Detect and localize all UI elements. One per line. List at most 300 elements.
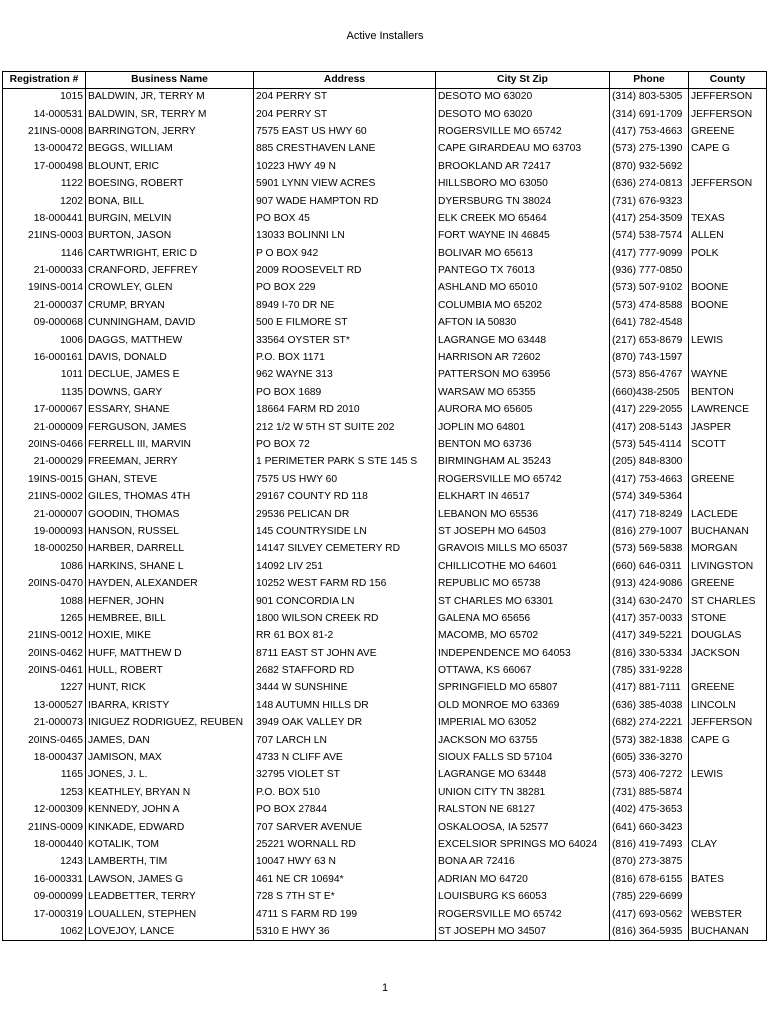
phone-cell: (785) 229-6699 bbox=[610, 888, 689, 905]
city-st-zip-cell: OLD MONROE MO 63369 bbox=[436, 697, 610, 714]
phone-cell: (641) 782-4548 bbox=[610, 315, 689, 332]
table-row bbox=[3, 767, 767, 784]
city-st-zip-cell: PATTERSON MO 63956 bbox=[436, 367, 610, 384]
phone-cell: (573) 474-8588 bbox=[610, 297, 689, 314]
address-cell: 29167 COUNTY RD 118 bbox=[254, 488, 436, 505]
address-cell: 14147 SILVEY CEMETERY RD bbox=[254, 541, 436, 558]
phone-cell: (785) 331-9228 bbox=[610, 662, 689, 679]
registration-cell: 1011 bbox=[3, 367, 86, 384]
registration-cell: 1146 bbox=[3, 245, 86, 262]
phone-cell: (682) 274-2221 bbox=[610, 715, 689, 732]
county-cell: GREENE bbox=[689, 575, 767, 592]
phone-cell: (816) 419-7493 bbox=[610, 836, 689, 853]
business-name-cell: DAGGS, MATTHEW bbox=[86, 332, 254, 349]
registration-cell: 16-000161 bbox=[3, 349, 86, 366]
table-row bbox=[3, 349, 767, 366]
county-cell bbox=[689, 193, 767, 210]
city-st-zip-cell: HARRISON AR 72602 bbox=[436, 349, 610, 366]
registration-cell: 20INS-0466 bbox=[3, 436, 86, 453]
county-cell: MORGAN bbox=[689, 541, 767, 558]
address-cell: RR 61 BOX 81-2 bbox=[254, 628, 436, 645]
phone-cell: (417) 357-0033 bbox=[610, 610, 689, 627]
phone-cell: (731) 676-9323 bbox=[610, 193, 689, 210]
address-cell: 148 AUTUMN HILLS DR bbox=[254, 697, 436, 714]
city-st-zip-cell: CHILLICOTHE MO 64601 bbox=[436, 558, 610, 575]
table-row bbox=[3, 923, 767, 940]
registration-cell: 09-000068 bbox=[3, 315, 86, 332]
business-name-cell: JAMES, DAN bbox=[86, 732, 254, 749]
business-name-cell: HAYDEN, ALEXANDER bbox=[86, 575, 254, 592]
business-name-cell: HANSON, RUSSEL bbox=[86, 523, 254, 540]
column-header-county: County bbox=[689, 72, 767, 89]
table-row bbox=[3, 89, 767, 106]
county-cell bbox=[689, 315, 767, 332]
address-cell: 29536 PELICAN DR bbox=[254, 506, 436, 523]
registration-cell: 1227 bbox=[3, 680, 86, 697]
address-cell: 18664 FARM RD 2010 bbox=[254, 402, 436, 419]
city-st-zip-cell: BIRMINGHAM AL 35243 bbox=[436, 454, 610, 471]
table-row bbox=[3, 297, 767, 314]
registration-cell: 20INS-0465 bbox=[3, 732, 86, 749]
table-row bbox=[3, 523, 767, 540]
table-row bbox=[3, 262, 767, 279]
county-cell: GREENE bbox=[689, 471, 767, 488]
table-header-row bbox=[3, 72, 767, 89]
business-name-cell: BEGGS, WILLIAM bbox=[86, 141, 254, 158]
county-cell: JEFFERSON bbox=[689, 89, 767, 106]
city-st-zip-cell: ROGERSVILLE MO 65742 bbox=[436, 906, 610, 923]
county-cell bbox=[689, 802, 767, 819]
business-name-cell: HULL, ROBERT bbox=[86, 662, 254, 679]
city-st-zip-cell: REPUBLIC MO 65738 bbox=[436, 575, 610, 592]
city-st-zip-cell: COLUMBIA MO 65202 bbox=[436, 297, 610, 314]
business-name-cell: CROWLEY, GLEN bbox=[86, 280, 254, 297]
county-cell: JACKSON bbox=[689, 645, 767, 662]
business-name-cell: GHAN, STEVE bbox=[86, 471, 254, 488]
address-cell: 3949 OAK VALLEY DR bbox=[254, 715, 436, 732]
address-cell: 500 E FILMORE ST bbox=[254, 315, 436, 332]
address-cell: P O BOX 942 bbox=[254, 245, 436, 262]
phone-cell: (417) 753-4663 bbox=[610, 123, 689, 140]
county-cell: GREENE bbox=[689, 123, 767, 140]
registration-cell: 18-000440 bbox=[3, 836, 86, 853]
registration-cell: 21-000073 bbox=[3, 715, 86, 732]
phone-cell: (816) 364-5935 bbox=[610, 923, 689, 940]
business-name-cell: GILES, THOMAS 4TH bbox=[86, 488, 254, 505]
table-row bbox=[3, 332, 767, 349]
phone-cell: (641) 660-3423 bbox=[610, 819, 689, 836]
county-cell: CAPE G bbox=[689, 141, 767, 158]
county-cell: BOONE bbox=[689, 297, 767, 314]
registration-cell: 21INS-0012 bbox=[3, 628, 86, 645]
table-row bbox=[3, 488, 767, 505]
address-cell: 25221 WORNALL RD bbox=[254, 836, 436, 853]
table-row bbox=[3, 141, 767, 158]
business-name-cell: BOESING, ROBERT bbox=[86, 175, 254, 192]
phone-cell: (417) 208-5143 bbox=[610, 419, 689, 436]
table-row bbox=[3, 210, 767, 227]
table-row bbox=[3, 628, 767, 645]
phone-cell: (417) 777-9099 bbox=[610, 245, 689, 262]
address-cell: 1 PERIMETER PARK S STE 145 S bbox=[254, 454, 436, 471]
business-name-cell: LEADBETTER, TERRY bbox=[86, 888, 254, 905]
table-row bbox=[3, 228, 767, 245]
registration-cell: 19INS-0014 bbox=[3, 280, 86, 297]
registration-cell: 20INS-0461 bbox=[3, 662, 86, 679]
city-st-zip-cell: BONA AR 72416 bbox=[436, 854, 610, 871]
county-cell: BOONE bbox=[689, 280, 767, 297]
address-cell: 461 NE CR 10694* bbox=[254, 871, 436, 888]
registration-cell: 21INS-0008 bbox=[3, 123, 86, 140]
business-name-cell: LAMBERTH, TIM bbox=[86, 854, 254, 871]
registration-cell: 1135 bbox=[3, 384, 86, 401]
phone-cell: (573) 545-4114 bbox=[610, 436, 689, 453]
business-name-cell: KOTALIK, TOM bbox=[86, 836, 254, 853]
city-st-zip-cell: INDEPENDENCE MO 64053 bbox=[436, 645, 610, 662]
city-st-zip-cell: ST JOSEPH MO 34507 bbox=[436, 923, 610, 940]
address-cell: 907 WADE HAMPTON RD bbox=[254, 193, 436, 210]
business-name-cell: HARKINS, SHANE L bbox=[86, 558, 254, 575]
table-row bbox=[3, 367, 767, 384]
business-name-cell: BALDWIN, JR, TERRY M bbox=[86, 89, 254, 106]
address-cell: 2682 STAFFORD RD bbox=[254, 662, 436, 679]
phone-cell: (417) 229-2055 bbox=[610, 402, 689, 419]
business-name-cell: HUNT, RICK bbox=[86, 680, 254, 697]
county-cell: SCOTT bbox=[689, 436, 767, 453]
city-st-zip-cell: ADRIAN MO 64720 bbox=[436, 871, 610, 888]
city-st-zip-cell: BROOKLAND AR 72417 bbox=[436, 158, 610, 175]
address-cell: P.O. BOX 1171 bbox=[254, 349, 436, 366]
registration-cell: 17-000498 bbox=[3, 158, 86, 175]
city-st-zip-cell: SIOUX FALLS SD 57104 bbox=[436, 749, 610, 766]
city-st-zip-cell: GRAVOIS MILLS MO 65037 bbox=[436, 541, 610, 558]
phone-cell: (417) 718-8249 bbox=[610, 506, 689, 523]
registration-cell: 19-000093 bbox=[3, 523, 86, 540]
business-name-cell: DECLUE, JAMES E bbox=[86, 367, 254, 384]
city-st-zip-cell: BOLIVAR MO 65613 bbox=[436, 245, 610, 262]
county-cell: CAPE G bbox=[689, 732, 767, 749]
address-cell: 728 S 7TH ST E* bbox=[254, 888, 436, 905]
table-row bbox=[3, 419, 767, 436]
registration-cell: 18-000437 bbox=[3, 749, 86, 766]
city-st-zip-cell: LEBANON MO 65536 bbox=[436, 506, 610, 523]
county-cell bbox=[689, 158, 767, 175]
address-cell: PO BOX 1689 bbox=[254, 384, 436, 401]
business-name-cell: ESSARY, SHANE bbox=[86, 402, 254, 419]
registration-cell: 21INS-0003 bbox=[3, 228, 86, 245]
table-row bbox=[3, 715, 767, 732]
phone-cell: (660)438-2505 bbox=[610, 384, 689, 401]
phone-cell: (936) 777-0850 bbox=[610, 262, 689, 279]
table-row bbox=[3, 541, 767, 558]
city-st-zip-cell: FORT WAYNE IN 46845 bbox=[436, 228, 610, 245]
address-cell: 707 SARVER AVENUE bbox=[254, 819, 436, 836]
column-header-business-name: Business Name bbox=[86, 72, 254, 89]
table-row bbox=[3, 175, 767, 192]
city-st-zip-cell: BENTON MO 63736 bbox=[436, 436, 610, 453]
county-cell bbox=[689, 784, 767, 801]
address-cell: 5310 E HWY 36 bbox=[254, 923, 436, 940]
city-st-zip-cell: SPRINGFIELD MO 65807 bbox=[436, 680, 610, 697]
county-cell bbox=[689, 888, 767, 905]
phone-cell: (636) 385-4038 bbox=[610, 697, 689, 714]
county-cell: POLK bbox=[689, 245, 767, 262]
city-st-zip-cell: ROGERSVILLE MO 65742 bbox=[436, 123, 610, 140]
address-cell: 10252 WEST FARM RD 156 bbox=[254, 575, 436, 592]
city-st-zip-cell: OTTAWA, KS 66067 bbox=[436, 662, 610, 679]
registration-cell: 18-000250 bbox=[3, 541, 86, 558]
table-row bbox=[3, 802, 767, 819]
address-cell: 1800 WILSON CREEK RD bbox=[254, 610, 436, 627]
table-row bbox=[3, 123, 767, 140]
phone-cell: (731) 885-5874 bbox=[610, 784, 689, 801]
phone-cell: (314) 803-5305 bbox=[610, 89, 689, 106]
business-name-cell: GOODIN, THOMAS bbox=[86, 506, 254, 523]
county-cell: GREENE bbox=[689, 680, 767, 697]
business-name-cell: BONA, BILL bbox=[86, 193, 254, 210]
registration-cell: 18-000441 bbox=[3, 210, 86, 227]
table-row bbox=[3, 402, 767, 419]
table-row bbox=[3, 836, 767, 853]
county-cell: JEFFERSON bbox=[689, 715, 767, 732]
business-name-cell: HEMBREE, BILL bbox=[86, 610, 254, 627]
registration-cell: 13-000527 bbox=[3, 697, 86, 714]
county-cell: BUCHANAN bbox=[689, 523, 767, 540]
registration-cell: 21-000007 bbox=[3, 506, 86, 523]
county-cell: CLAY bbox=[689, 836, 767, 853]
city-st-zip-cell: JACKSON MO 63755 bbox=[436, 732, 610, 749]
table-row bbox=[3, 610, 767, 627]
registration-cell: 1165 bbox=[3, 767, 86, 784]
county-cell: BATES bbox=[689, 871, 767, 888]
phone-cell: (402) 475-3653 bbox=[610, 802, 689, 819]
table-row bbox=[3, 506, 767, 523]
address-cell: 32795 VIOLET ST bbox=[254, 767, 436, 784]
registration-cell: 17-000067 bbox=[3, 402, 86, 419]
business-name-cell: LOVEJOY, LANCE bbox=[86, 923, 254, 940]
phone-cell: (816) 330-5334 bbox=[610, 645, 689, 662]
registration-cell: 1122 bbox=[3, 175, 86, 192]
table-row bbox=[3, 471, 767, 488]
table-row bbox=[3, 680, 767, 697]
business-name-cell: CUNNINGHAM, DAVID bbox=[86, 315, 254, 332]
table-row bbox=[3, 593, 767, 610]
city-st-zip-cell: DESOTO MO 63020 bbox=[436, 89, 610, 106]
registration-cell: 1265 bbox=[3, 610, 86, 627]
registration-cell: 1243 bbox=[3, 854, 86, 871]
phone-cell: (913) 424-9086 bbox=[610, 575, 689, 592]
table-row bbox=[3, 784, 767, 801]
table-row bbox=[3, 906, 767, 923]
address-cell: 33564 OYSTER ST* bbox=[254, 332, 436, 349]
city-st-zip-cell: ELKHART IN 46517 bbox=[436, 488, 610, 505]
county-cell bbox=[689, 662, 767, 679]
phone-cell: (417) 881-7111 bbox=[610, 680, 689, 697]
registration-cell: 16-000331 bbox=[3, 871, 86, 888]
business-name-cell: BLOUNT, ERIC bbox=[86, 158, 254, 175]
phone-cell: (573) 507-9102 bbox=[610, 280, 689, 297]
business-name-cell: KENNEDY, JOHN A bbox=[86, 802, 254, 819]
registration-cell: 20INS-0470 bbox=[3, 575, 86, 592]
installers-table bbox=[2, 71, 767, 941]
county-cell bbox=[689, 488, 767, 505]
registration-cell: 1088 bbox=[3, 593, 86, 610]
table-row bbox=[3, 888, 767, 905]
phone-cell: (870) 273-3875 bbox=[610, 854, 689, 871]
table-row bbox=[3, 575, 767, 592]
business-name-cell: HARBER, DARRELL bbox=[86, 541, 254, 558]
registration-cell: 17-000319 bbox=[3, 906, 86, 923]
city-st-zip-cell: LAGRANGE MO 63448 bbox=[436, 332, 610, 349]
county-cell bbox=[689, 749, 767, 766]
city-st-zip-cell: ELK CREEK MO 65464 bbox=[436, 210, 610, 227]
business-name-cell: CRANFORD, JEFFREY bbox=[86, 262, 254, 279]
business-name-cell: BURTON, JASON bbox=[86, 228, 254, 245]
city-st-zip-cell: PANTEGO TX 76013 bbox=[436, 262, 610, 279]
city-st-zip-cell: LOUISBURG KS 66053 bbox=[436, 888, 610, 905]
address-cell: 4711 S FARM RD 199 bbox=[254, 906, 436, 923]
county-cell: JASPER bbox=[689, 419, 767, 436]
city-st-zip-cell: UNION CITY TN 38281 bbox=[436, 784, 610, 801]
business-name-cell: HUFF, MATTHEW D bbox=[86, 645, 254, 662]
registration-cell: 21-000033 bbox=[3, 262, 86, 279]
county-cell: JEFFERSON bbox=[689, 175, 767, 192]
phone-cell: (314) 630-2470 bbox=[610, 593, 689, 610]
county-cell: ALLEN bbox=[689, 228, 767, 245]
city-st-zip-cell: ST CHARLES MO 63301 bbox=[436, 593, 610, 610]
city-st-zip-cell: MACOMB, MO 65702 bbox=[436, 628, 610, 645]
city-st-zip-cell: AFTON IA 50830 bbox=[436, 315, 610, 332]
city-st-zip-cell: WARSAW MO 65355 bbox=[436, 384, 610, 401]
county-cell: JEFFERSON bbox=[689, 106, 767, 123]
column-header-city-st-zip: City St Zip bbox=[436, 72, 610, 89]
business-name-cell: LOUALLEN, STEPHEN bbox=[86, 906, 254, 923]
city-st-zip-cell: OSKALOOSA, IA 52577 bbox=[436, 819, 610, 836]
county-cell: LIVINGSTON bbox=[689, 558, 767, 575]
registration-cell: 19INS-0015 bbox=[3, 471, 86, 488]
business-name-cell: KINKADE, EDWARD bbox=[86, 819, 254, 836]
county-cell: BUCHANAN bbox=[689, 923, 767, 940]
business-name-cell: BALDWIN, SR, TERRY M bbox=[86, 106, 254, 123]
business-name-cell: JAMISON, MAX bbox=[86, 749, 254, 766]
business-name-cell: BARRINGTON, JERRY bbox=[86, 123, 254, 140]
table-row bbox=[3, 697, 767, 714]
phone-cell: (573) 569-5838 bbox=[610, 541, 689, 558]
phone-cell: (605) 336-3270 bbox=[610, 749, 689, 766]
address-cell: 204 PERRY ST bbox=[254, 106, 436, 123]
business-name-cell: JONES, J. L. bbox=[86, 767, 254, 784]
city-st-zip-cell: CAPE GIRARDEAU MO 63703 bbox=[436, 141, 610, 158]
address-cell: 962 WAYNE 313 bbox=[254, 367, 436, 384]
column-header-registration: Registration # bbox=[3, 72, 86, 89]
county-cell bbox=[689, 819, 767, 836]
phone-cell: (636) 274-0813 bbox=[610, 175, 689, 192]
table-row bbox=[3, 245, 767, 262]
page-title: Active Installers bbox=[346, 30, 424, 42]
city-st-zip-cell: DYERSBURG TN 38024 bbox=[436, 193, 610, 210]
address-cell: PO BOX 45 bbox=[254, 210, 436, 227]
registration-cell: 1086 bbox=[3, 558, 86, 575]
business-name-cell: IBARRA, KRISTY bbox=[86, 697, 254, 714]
registration-cell: 21-000029 bbox=[3, 454, 86, 471]
phone-cell: (217) 653-8679 bbox=[610, 332, 689, 349]
registration-cell: 14-000531 bbox=[3, 106, 86, 123]
registration-cell: 21INS-0002 bbox=[3, 488, 86, 505]
address-cell: 885 CRESTHAVEN LANE bbox=[254, 141, 436, 158]
county-cell bbox=[689, 454, 767, 471]
column-header-phone: Phone bbox=[610, 72, 689, 89]
county-cell: ST CHARLES bbox=[689, 593, 767, 610]
address-cell: 901 CONCORDIA LN bbox=[254, 593, 436, 610]
registration-cell: 21-000009 bbox=[3, 419, 86, 436]
address-cell: PO BOX 27844 bbox=[254, 802, 436, 819]
county-cell bbox=[689, 854, 767, 871]
table-row bbox=[3, 819, 767, 836]
business-name-cell: CRUMP, BRYAN bbox=[86, 297, 254, 314]
registration-cell: 13-000472 bbox=[3, 141, 86, 158]
business-name-cell: KEATHLEY, BRYAN N bbox=[86, 784, 254, 801]
county-cell: LEWIS bbox=[689, 767, 767, 784]
registration-cell: 1253 bbox=[3, 784, 86, 801]
table-row bbox=[3, 749, 767, 766]
table-row bbox=[3, 106, 767, 123]
county-cell: DOUGLAS bbox=[689, 628, 767, 645]
business-name-cell: DAVIS, DONALD bbox=[86, 349, 254, 366]
county-cell bbox=[689, 262, 767, 279]
phone-cell: (573) 382-1838 bbox=[610, 732, 689, 749]
county-cell: LACLEDE bbox=[689, 506, 767, 523]
table-row bbox=[3, 854, 767, 871]
address-cell: 10223 HWY 49 N bbox=[254, 158, 436, 175]
phone-cell: (314) 691-1709 bbox=[610, 106, 689, 123]
address-cell: 8711 EAST ST JOHN AVE bbox=[254, 645, 436, 662]
table-row bbox=[3, 384, 767, 401]
phone-cell: (573) 275-1390 bbox=[610, 141, 689, 158]
county-cell: LINCOLN bbox=[689, 697, 767, 714]
table-row bbox=[3, 158, 767, 175]
county-cell bbox=[689, 349, 767, 366]
registration-cell: 1006 bbox=[3, 332, 86, 349]
registration-cell: 1202 bbox=[3, 193, 86, 210]
address-cell: 4733 N CLIFF AVE bbox=[254, 749, 436, 766]
table-row bbox=[3, 662, 767, 679]
city-st-zip-cell: LAGRANGE MO 63448 bbox=[436, 767, 610, 784]
business-name-cell: FREEMAN, JERRY bbox=[86, 454, 254, 471]
city-st-zip-cell: IMPERIAL MO 63052 bbox=[436, 715, 610, 732]
phone-cell: (574) 538-7574 bbox=[610, 228, 689, 245]
address-cell: 14092 LIV 251 bbox=[254, 558, 436, 575]
city-st-zip-cell: RALSTON NE 68127 bbox=[436, 802, 610, 819]
registration-cell: 21-000037 bbox=[3, 297, 86, 314]
address-cell: 204 PERRY ST bbox=[254, 89, 436, 106]
address-cell: PO BOX 72 bbox=[254, 436, 436, 453]
phone-cell: (816) 678-6155 bbox=[610, 871, 689, 888]
registration-cell: 09-000099 bbox=[3, 888, 86, 905]
business-name-cell: HEFNER, JOHN bbox=[86, 593, 254, 610]
phone-cell: (205) 848-8300 bbox=[610, 454, 689, 471]
city-st-zip-cell: GALENA MO 65656 bbox=[436, 610, 610, 627]
phone-cell: (870) 743-1597 bbox=[610, 349, 689, 366]
table-row bbox=[3, 732, 767, 749]
table-row bbox=[3, 454, 767, 471]
phone-cell: (816) 279-1007 bbox=[610, 523, 689, 540]
address-cell: 145 COUNTRYSIDE LN bbox=[254, 523, 436, 540]
phone-cell: (574) 349-5364 bbox=[610, 488, 689, 505]
page-number: 1 bbox=[381, 982, 389, 994]
address-cell: 212 1/2 W 5TH ST SUITE 202 bbox=[254, 419, 436, 436]
phone-cell: (573) 406-7272 bbox=[610, 767, 689, 784]
address-cell: 5901 LYNN VIEW ACRES bbox=[254, 175, 436, 192]
